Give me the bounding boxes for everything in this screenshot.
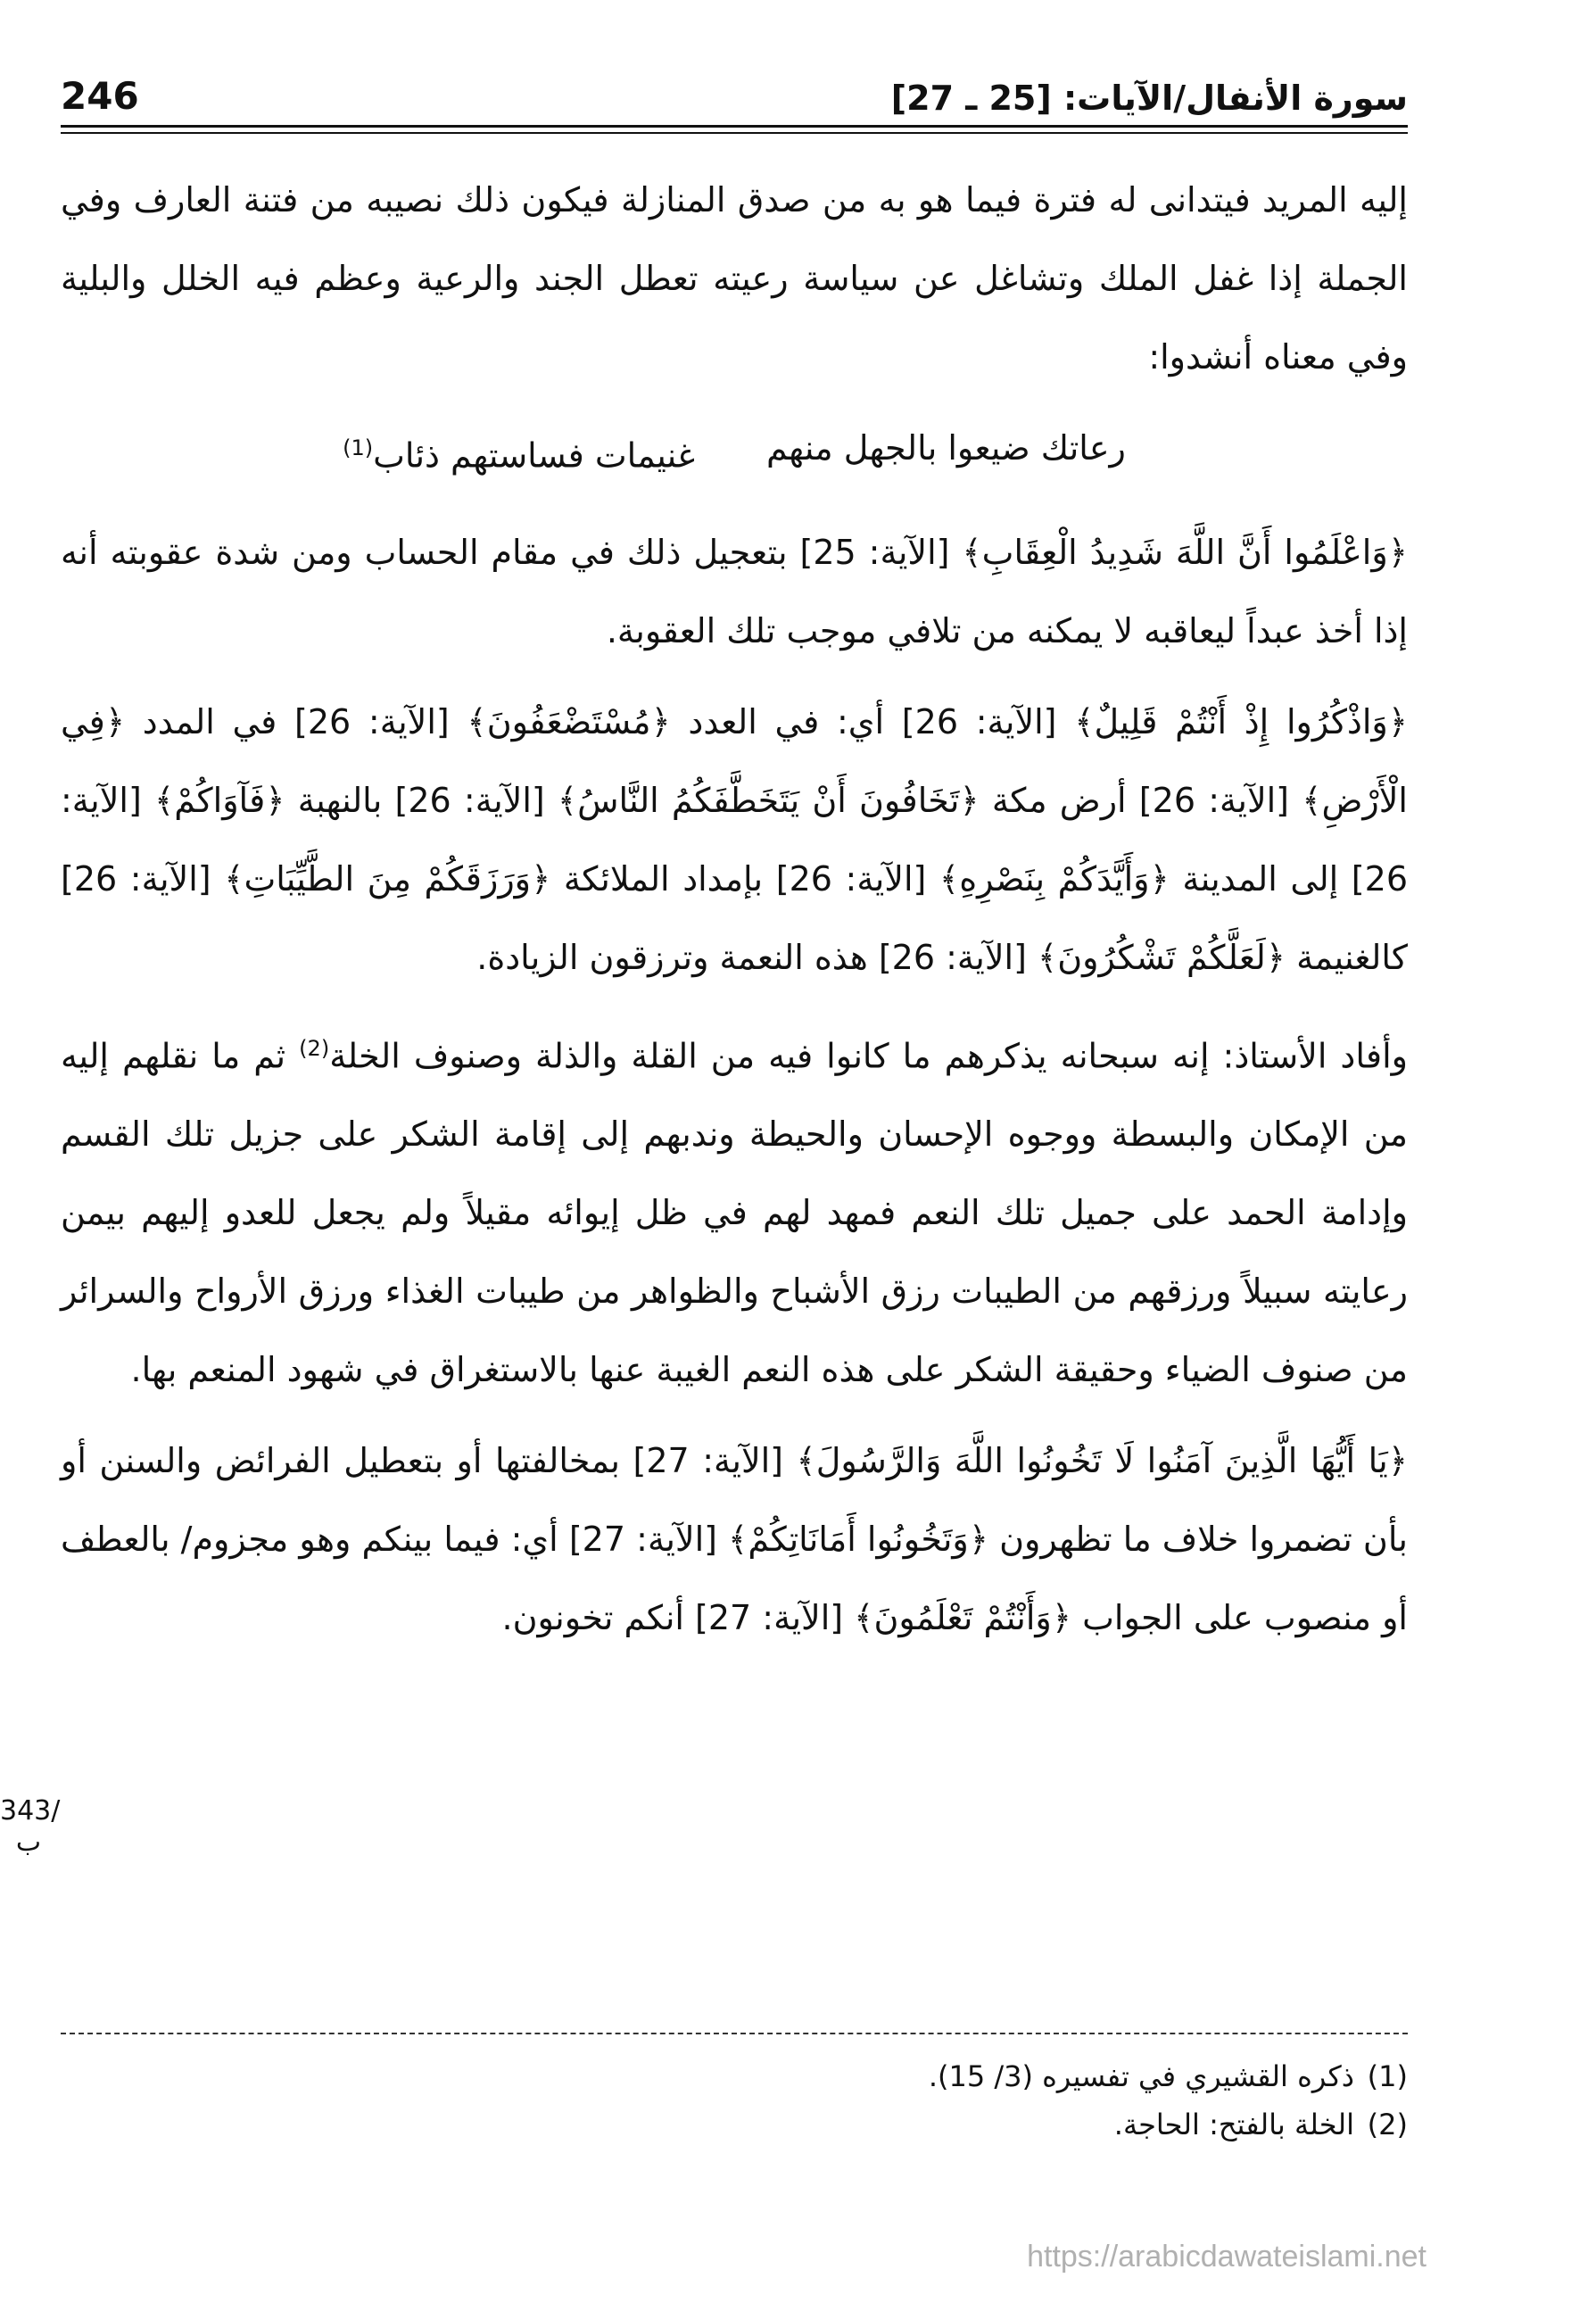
- main-text: [61, 161, 1408, 1669]
- footnote-1: (1)ذكره القشيري في تفسيره (3/ 15).: [928, 2059, 1408, 2093]
- paragraph-2: ﴿وَاعْلَمُوا أَنَّ اللَّهَ شَدِيدُ الْعِقَابِ﴾ [الآية: 25] بتعجيل ذلك في مقام الحساب ومن شدة عقوبته أنه إذا أخذ عبداً ليعاقبه لا يمكنه من تلافي موجب تلك العقوبة.: [61, 532, 1408, 650]
- surah-title: سورة الأنفال/الآيات: [25 ـ 27]: [890, 79, 1408, 118]
- watermark-url: https://arabicdawateislami.net: [1027, 2240, 1426, 2274]
- verse-hemistich-1: رعاتك ضيعوا بالجهل منهم: [766, 428, 1126, 468]
- footnotes: [61, 2052, 1408, 2149]
- page-number: 246: [61, 74, 139, 118]
- paragraph-3: ﴿وَاذْكُرُوا إِذْ أَنْتُمْ قَلِيلٌ﴾ [الآية: 26] أي: في العدد ﴿مُسْتَضْعَفُونَ﴾ [الآية: 26] في المدد ﴿فِي الْأَرْضِ﴾ [الآية: 26] أرض مكة ﴿تَخَافُونَ أَنْ يَتَخَطَّفَكُمُ النَّاسُ﴾ [الآية: 26] بالنهبة ﴿فَآوَاكُمْ﴾ [الآية: 26] إلى المدينة ﴿وَأَيَّدَكُمْ بِنَصْرِهِ﴾ [الآية: 26] بإمداد الملائكة ﴿وَرَزَقَكُمْ مِنَ الطَّيِّبَاتِ﴾ [الآية: 26] كالغنيمة ﴿لَعَلَّكُمْ تَشْكُرُونَ﴾ [الآية: 26] هذه النعمة وترزقون الزيادة.: [61, 701, 1409, 977]
- verse-hemistich-2: غنيمات فساستهم ذئاب$^{(1)}$: [343, 435, 696, 476]
- footnote-ref-1: (1): [343, 435, 374, 460]
- footnote-ref-2: (2): [299, 1035, 330, 1061]
- paragraph-4: وأفاد الأستاذ: إنه سبحانه يذكرهم ما كانوا فيه من القلة والذلة وصنوف الخلة$^{(2)}$ ثم ما نقلهم إليه من الإمكان والبسطة ووجوه الإحسان والحيطة وندبهم إلى إقامة الشكر على جزيل تلك القسم وإدامة الحمد على جميل تلك النعم فمهد لهم في ظل إيوائه مقيلاً ولم يجعل للعدو إليهم بيمن رعايته سبيلاً ورزقهم من الطيبات رزق الأشباح والظواهر من طيبات الغذاء ورزق الأرواح والسرائر من صنوف الضياء وحقيقة الشكر على هذه النعم الغيبة عنها بالاستغراق في شهود المنعم بها.: [61, 1035, 1409, 1390]
- footnote-2: (2)الخلة بالفتح: الحاجة.: [1113, 2108, 1408, 2141]
- footnote-divider: [61, 2033, 1408, 2034]
- page-header: [61, 55, 1408, 118]
- header-rule-top: [61, 125, 1408, 128]
- poetry-verse: [61, 409, 1408, 495]
- paragraph-5: ﴿يَا أَيُّهَا الَّذِينَ آمَنُوا لَا تَخُونُوا اللَّهَ وَالرَّسُولَ﴾ [الآية: 27] بمخالفتها أو بتعطيل الفرائض والسنن أو بأن تضمروا خلاف ما تظهرون ﴿وَتَخُونُوا أَمَانَاتِكُمْ﴾ [الآية: 27] أي: فيما بينكم وهو مجزوم/ بالعطف أو منصوب على الجواب ﴿وَأَنْتُمْ تَعْلَمُونَ﴾ [الآية: 27] أنكم تخونون.: [61, 1441, 1408, 1638]
- manuscript-folio-note: 343/ب: [0, 1795, 61, 1858]
- header-rule-bottom: [61, 132, 1408, 134]
- paragraph-1: إليه المريد فيتدانى له فترة فيما هو به من صدق المنازلة فيكون ذلك نصيبه من فتنة العارف وفي الجملة إذا غفل الملك وتشاغل عن سياسة رعيته تعطل الجند والرعية وعظم فيه الخلل والبلية وفي معناه أنشدوا:: [61, 180, 1408, 377]
